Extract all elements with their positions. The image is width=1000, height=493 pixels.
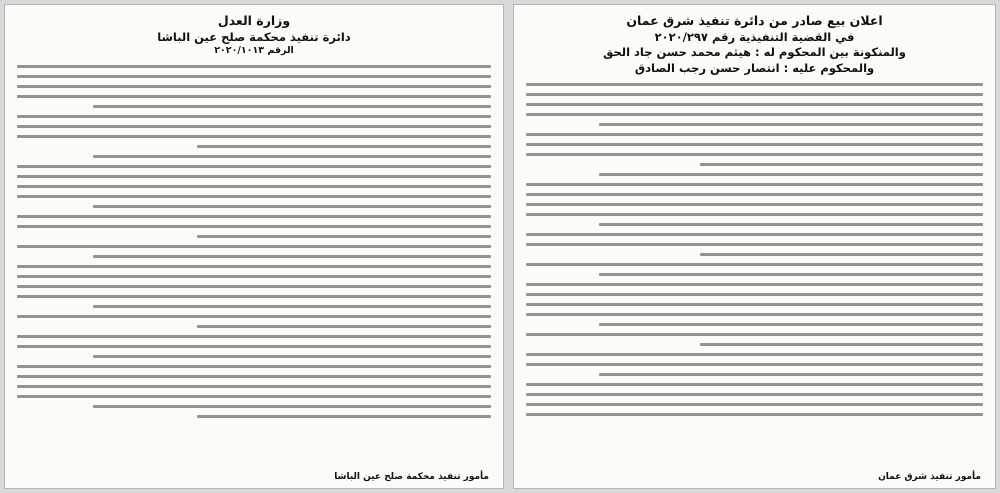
- ministry-name: وزارة العدل: [217, 13, 291, 28]
- illegible-text-line: [93, 305, 491, 308]
- illegible-text-line: [526, 313, 983, 316]
- illegible-text-line: [93, 355, 491, 358]
- illegible-text-line: [526, 213, 983, 216]
- notice-body: [17, 65, 491, 418]
- illegible-text-line: [17, 285, 491, 288]
- illegible-text-line: [526, 303, 983, 306]
- illegible-text-line: [526, 133, 983, 136]
- illegible-text-line: [526, 263, 983, 266]
- illegible-text-line: [526, 113, 983, 116]
- illegible-text-line: [526, 243, 983, 246]
- notice-body: [526, 83, 983, 416]
- illegible-text-line: [599, 173, 983, 176]
- illegible-text-line: [17, 125, 491, 128]
- notice-clipping-ain-al-basha: [4, 4, 504, 489]
- illegible-text-line: [17, 135, 491, 138]
- illegible-text-line: [17, 225, 491, 228]
- illegible-text-line: [197, 145, 491, 148]
- illegible-text-line: [17, 195, 491, 198]
- illegible-text-line: [17, 95, 491, 98]
- illegible-text-line: [93, 255, 491, 258]
- illegible-text-line: [526, 283, 983, 286]
- illegible-text-line: [93, 405, 491, 408]
- illegible-text-line: [93, 205, 491, 208]
- illegible-text-line: [599, 273, 983, 276]
- illegible-text-line: [93, 105, 491, 108]
- illegible-text-line: [17, 345, 491, 348]
- illegible-text-line: [526, 153, 983, 156]
- illegible-text-line: [599, 373, 983, 376]
- illegible-text-line: [700, 163, 983, 166]
- illegible-text-line: [17, 385, 491, 388]
- notice-clipping-east-amman: [513, 4, 996, 489]
- illegible-text-line: [526, 363, 983, 366]
- case-number: في القضية التنفيذية رقم ٢٠٢٠/٢٩٧: [654, 29, 855, 44]
- illegible-text-line: [526, 393, 983, 396]
- illegible-text-line: [17, 165, 491, 168]
- illegible-text-line: [17, 395, 491, 398]
- illegible-text-line: [17, 365, 491, 368]
- illegible-text-line: [17, 275, 491, 278]
- illegible-text-line: [526, 353, 983, 356]
- debtor-line: والمحكوم عليه : انتصار حسن رجب الصادق: [634, 60, 875, 75]
- illegible-text-line: [526, 143, 983, 146]
- notice-title: اعلان بيع صادر من دائرة تنفيذ شرق عمان: [626, 13, 883, 28]
- illegible-text-line: [526, 193, 983, 196]
- illegible-text-line: [17, 265, 491, 268]
- illegible-text-line: [526, 183, 983, 186]
- illegible-text-line: [17, 375, 491, 378]
- illegible-text-line: [526, 83, 983, 86]
- reference-number: الرقم ٢٠٢٠/١٠١٣: [214, 45, 294, 57]
- illegible-text-line: [17, 245, 491, 248]
- illegible-text-line: [17, 335, 491, 338]
- illegible-text-line: [197, 325, 491, 328]
- illegible-text-line: [526, 103, 983, 106]
- signature: مأمور تنفيذ محكمة صلح عين الباشا: [334, 472, 489, 482]
- illegible-text-line: [526, 403, 983, 406]
- illegible-text-line: [17, 315, 491, 318]
- illegible-text-line: [599, 323, 983, 326]
- illegible-text-line: [599, 123, 983, 126]
- illegible-text-line: [526, 333, 983, 336]
- illegible-text-line: [700, 343, 983, 346]
- illegible-text-line: [17, 185, 491, 188]
- illegible-text-line: [526, 93, 983, 96]
- department-name: دائرة تنفيذ محكمة صلح عين الباشا: [157, 29, 351, 44]
- illegible-text-line: [197, 235, 491, 238]
- creditor-line: والمنكونة بين المحكوم له : هيثم محمد حسن جاد الحق: [603, 45, 906, 60]
- illegible-text-line: [526, 203, 983, 206]
- illegible-text-line: [17, 215, 491, 218]
- illegible-text-line: [17, 115, 491, 118]
- signature: مأمور تنفيذ شرق عمان: [878, 472, 981, 482]
- illegible-text-line: [526, 413, 983, 416]
- illegible-text-line: [17, 65, 491, 68]
- illegible-text-line: [599, 223, 983, 226]
- illegible-text-line: [526, 293, 983, 296]
- illegible-text-line: [700, 253, 983, 256]
- illegible-text-line: [93, 155, 491, 158]
- illegible-text-line: [197, 415, 491, 418]
- illegible-text-line: [526, 233, 983, 236]
- illegible-text-line: [17, 85, 491, 88]
- illegible-text-line: [526, 383, 983, 386]
- illegible-text-line: [17, 295, 491, 298]
- illegible-text-line: [17, 175, 491, 178]
- illegible-text-line: [17, 75, 491, 78]
